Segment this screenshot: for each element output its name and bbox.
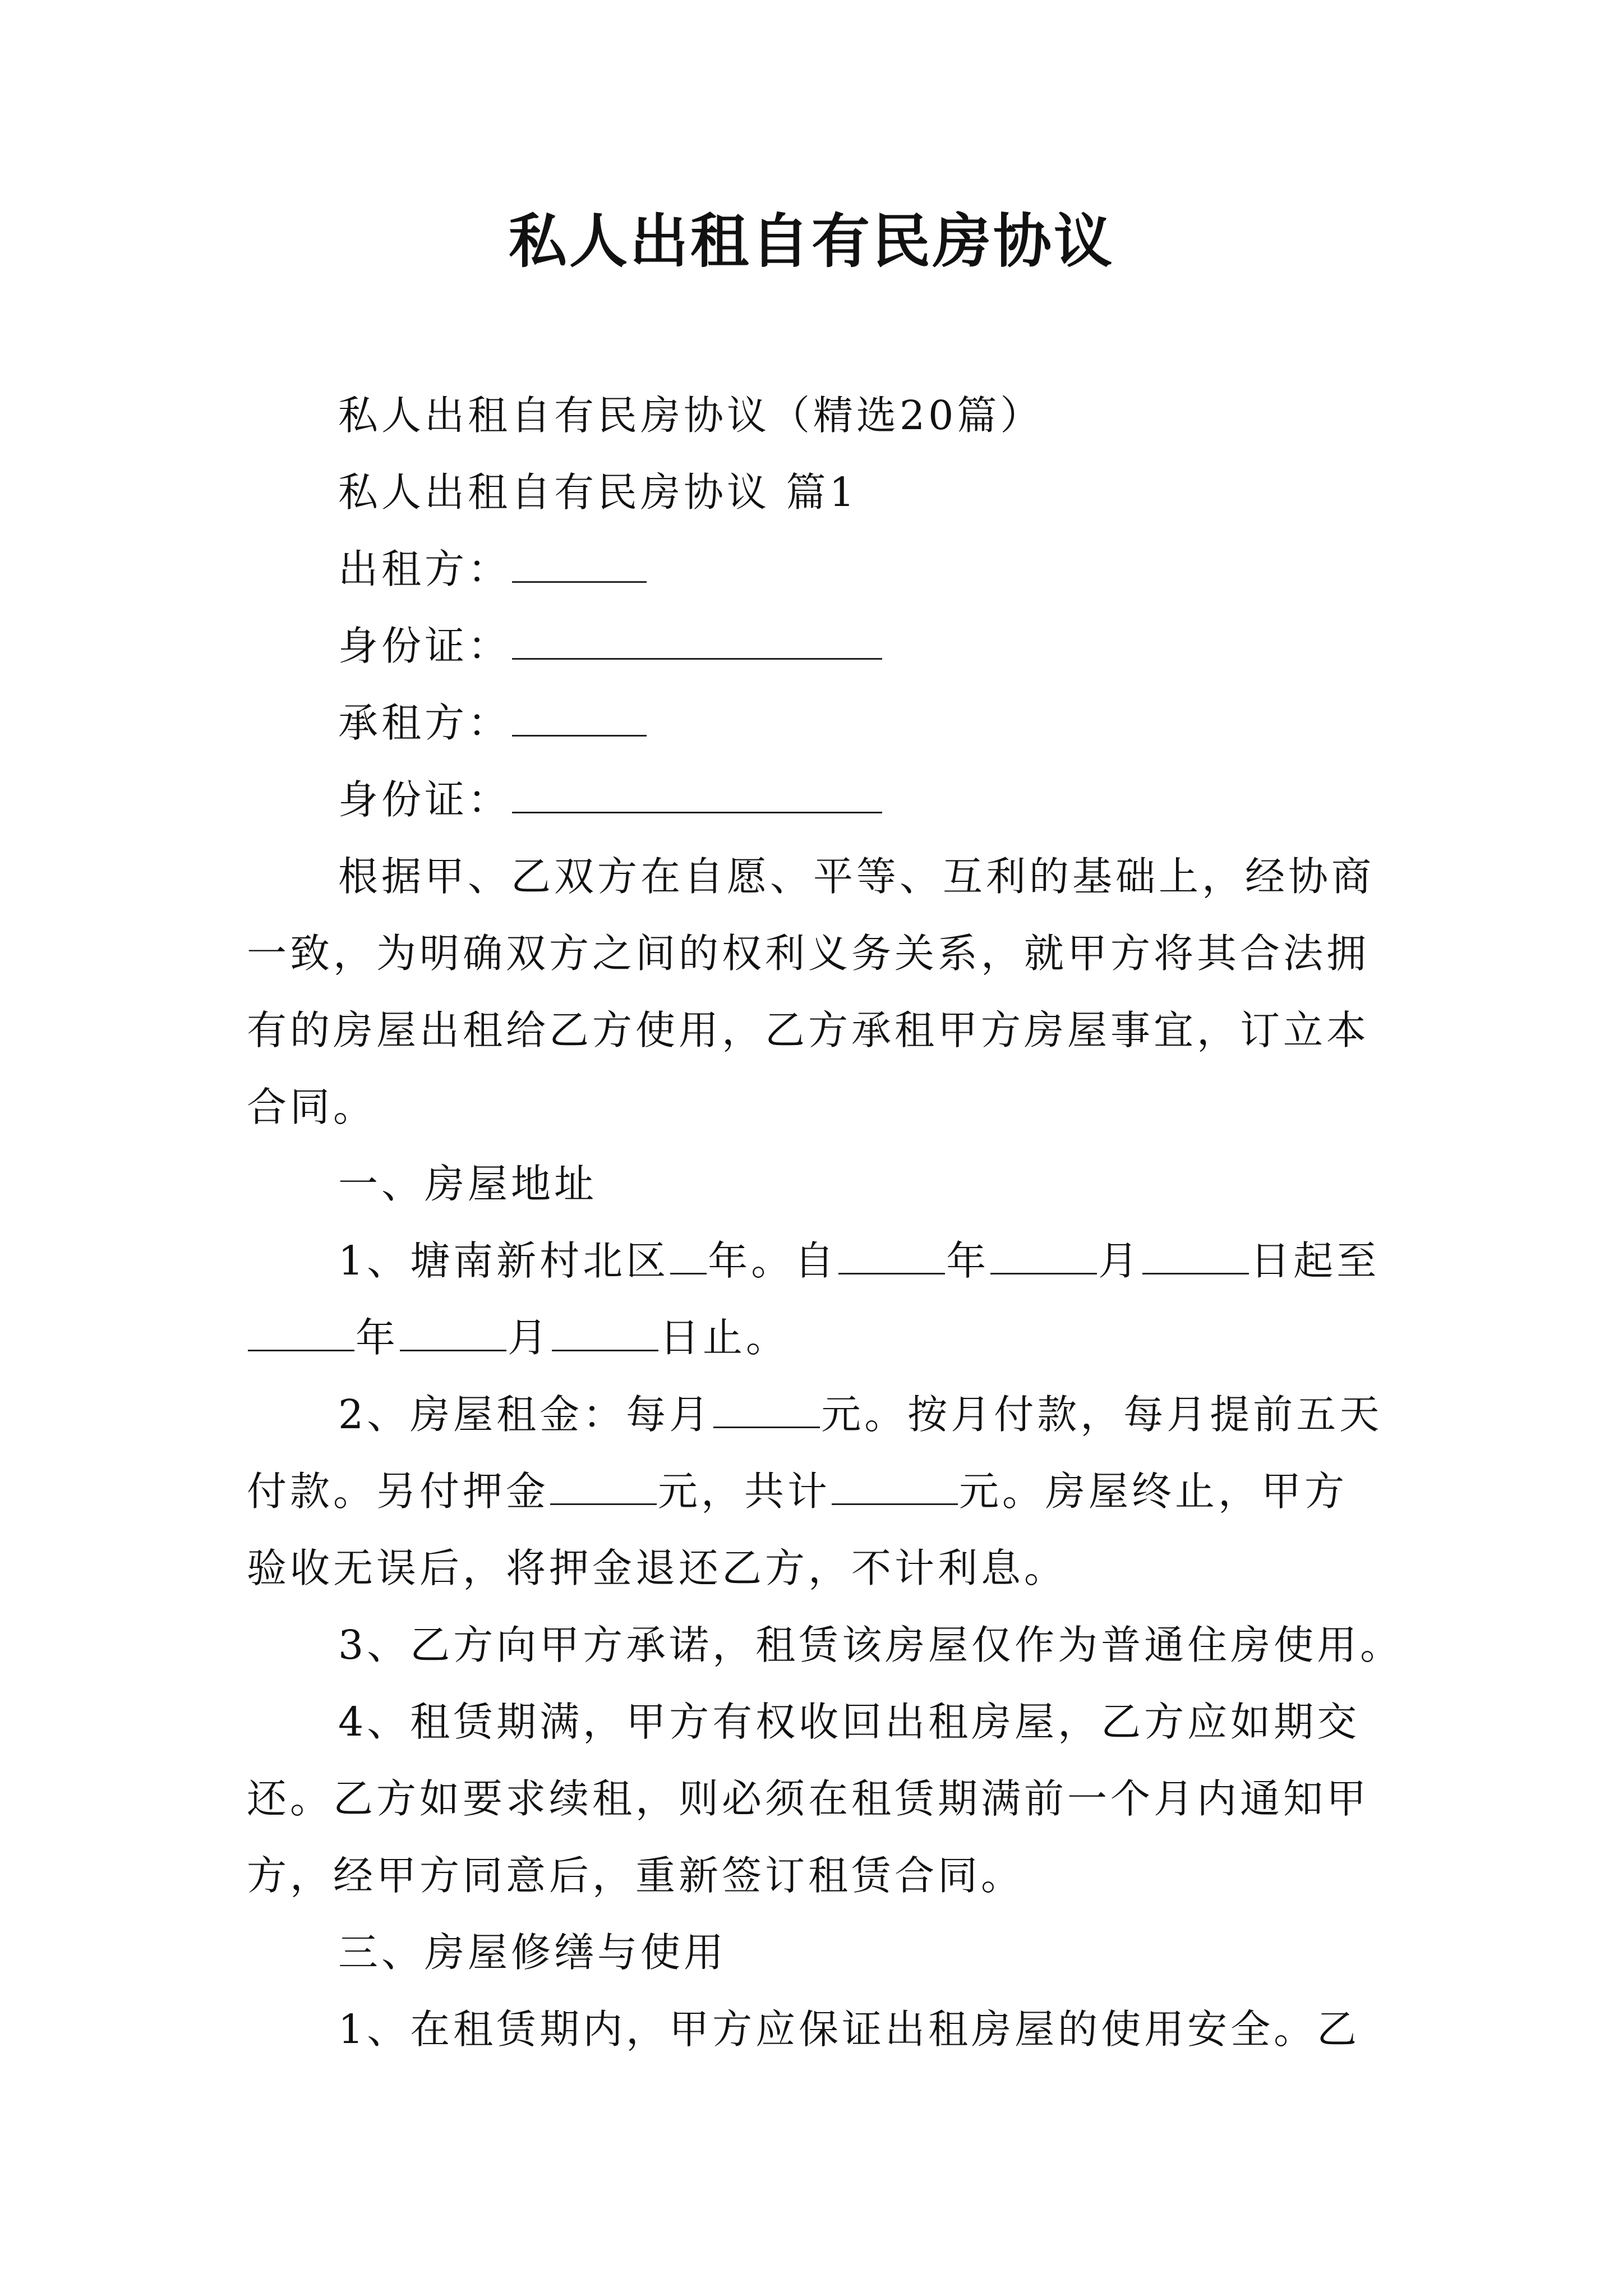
- section-heading: 私人出租自有民房协议 篇1: [338, 469, 858, 516]
- clause-text: 元。按月付款，每月提前五天: [821, 1391, 1383, 1438]
- clause-text: 年: [946, 1237, 990, 1284]
- blank: [670, 1237, 707, 1274]
- blank: [550, 1467, 657, 1505]
- lessor-blank: [512, 545, 647, 583]
- heading-house-address: 一、房屋地址: [338, 1161, 598, 1207]
- clause-3: 3、乙方向甲方承诺，租赁该房屋仅作为普通住房使用。: [338, 1622, 1404, 1668]
- clause-text: 月: [1098, 1237, 1142, 1284]
- preamble-line: 根据甲、乙双方在自愿、平等、互利的基础上，经协商: [338, 853, 1375, 900]
- clause-2-line-1: [247, 1376, 1391, 1453]
- clause-5: 1、在租赁期内，甲方应保证出租房屋的使用安全。乙: [338, 2006, 1361, 2053]
- blank: [990, 1237, 1097, 1274]
- lessor-label: 出租方：: [338, 546, 511, 592]
- heading-repair-use: 三、房屋修缮与使用: [338, 1929, 727, 1976]
- blank: [552, 1314, 658, 1351]
- id-blank-2: [512, 776, 882, 813]
- clause-text: 付款。另付押金: [247, 1468, 550, 1515]
- document-body: [247, 377, 1404, 2068]
- lessee-field: [247, 684, 1391, 761]
- clause-text: 1、塘南新村北区: [338, 1237, 670, 1284]
- preamble-line: 合同。: [247, 1084, 377, 1130]
- clause-text: 月: [508, 1314, 551, 1361]
- clause-text: 日起至: [1250, 1237, 1380, 1284]
- blank: [248, 1314, 354, 1351]
- id-label-1: 身份证：: [338, 623, 511, 669]
- clause-text: 年。自: [708, 1237, 838, 1284]
- clause-text: 2、房屋租金：每月: [338, 1391, 713, 1438]
- clause-1-line-2: [247, 1299, 1391, 1376]
- document-subtitle: 私人出租自有民房协议（精选20篇）: [338, 392, 1044, 439]
- clause-text: 元，共计: [658, 1468, 831, 1515]
- clause-2-line-2: [247, 1453, 1391, 1530]
- document-title: 私人出租自有民房协议: [508, 207, 1114, 275]
- clause-text: 日止。: [660, 1314, 790, 1361]
- blank: [713, 1391, 820, 1428]
- blank: [832, 1467, 958, 1505]
- clause-2-line-3: 验收无误后，将押金退还乙方，不计利息。: [247, 1545, 1068, 1591]
- clause-text: 元。房屋终止，甲方: [959, 1468, 1348, 1515]
- preamble-line: 有的房屋出租给乙方使用，乙方承租甲方房屋事宜，订立本: [247, 1007, 1370, 1053]
- lessor-field: [247, 531, 1391, 608]
- preamble-line: 一致，为明确双方之间的权利义务关系，就甲方将其合法拥: [247, 930, 1370, 977]
- id-field-2: [247, 761, 1391, 838]
- blank: [400, 1314, 506, 1351]
- clause-4-line: 4、租赁期满，甲方有权收回出租房屋，乙方应如期交: [338, 1699, 1361, 1745]
- blank: [1142, 1237, 1249, 1274]
- id-label-2: 身份证：: [338, 776, 511, 823]
- clause-4-line: 方，经甲方同意后，重新签订租赁合同。: [247, 1852, 1025, 1899]
- blank: [838, 1237, 945, 1274]
- clause-1-line-1: [247, 1222, 1391, 1299]
- clause-text: 年: [356, 1314, 399, 1361]
- id-field-1: [247, 608, 1391, 684]
- lessee-blank: [512, 699, 647, 737]
- id-blank-1: [512, 622, 882, 660]
- clause-4-line: 还。乙方如要求续租，则必须在租赁期满前一个月内通知甲: [247, 1775, 1370, 1822]
- lessee-label: 承租方：: [338, 700, 511, 746]
